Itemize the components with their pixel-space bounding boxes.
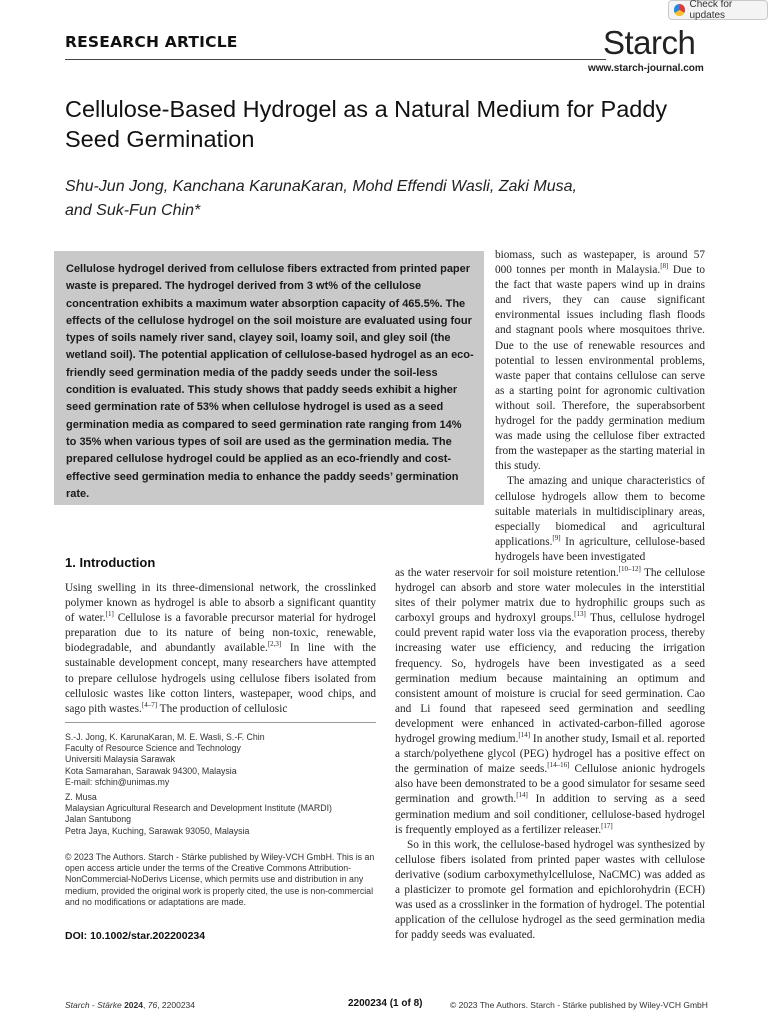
citation-ref[interactable]: [1] (105, 610, 114, 619)
citation-ref[interactable]: [14] (518, 731, 531, 740)
citation-ref[interactable]: [4–7] (141, 700, 158, 709)
citation-ref[interactable]: [9] (552, 534, 561, 543)
affiliation-1: S.-J. Jong, K. KarunaKaran, M. E. Wasli, S.-F. Chin Faculty of Resource Science and Technology Universiti Malaysia Sarawak Kota Samarahan, Sarawak 94300, Malaysia E-mail: sfchin@unimas.my (65, 732, 265, 787)
authors-line-2: and Suk-Fun Chin* (65, 202, 201, 219)
journal-logo: Starch (603, 24, 696, 61)
email-link[interactable]: E-mail: sfchin@unimas.my (65, 776, 170, 787)
journal-url[interactable]: www.starch-journal.com (588, 63, 704, 74)
check-for-updates-badge[interactable] (668, 0, 768, 20)
citation-ref[interactable]: [17] (601, 821, 613, 830)
doi-link[interactable]: DOI: 10.1002/star.202200234 (65, 930, 206, 942)
abstract-box (54, 251, 484, 505)
article-type-label: RESEARCH ARTICLE (65, 33, 238, 51)
intro-left-column (65, 581, 376, 717)
paragraph: So in this work, the cellulose-based hydrogel was synthesized by cellulose fibers isolated from printed paper wastes with cellulose derivative (sodium carboxymethylcellulose, NaCMC) was added as a plasticizer to promote gel formation and epichlorohydrin (ECH) was used as a crosslinker in the formation of hydrogel. The potential application of the cellulose hydrogel as the seed germination media for paddy seeds was evaluated. (395, 838, 705, 942)
paragraph: as the water reservoir for soil moisture retention.[10–12] The cellulose hydrogel can absorb and store water molecules in the interstitial sites of their polymer matrix due to hydrophilic groups such as carboxyl groups and hydroxyl groups.[13] Thus, cellulose hydrogel could prevent rapid water loss via the evaporation process, thereby increasing water use efficiency, and reducing the irrigation frequency. So, hydrogels have been investigated as a seed germination medium because maintaining an optimum and consistent amount of moisture is crucial for seed germination. Cao and Li found that rapeseed seed germination and seedling development were enhanced in activated-carbon-filled agorose hydrogel growing medium.[14] In another study, Ismail et al. reported a starch/polyethene glycol (PEG) hydrogel has a positive effect on the germination of maize seeds.[14–16] Cellulose anionic hydrogels also have been demonstrated to be a good simulator for sesame seed germination and growth.[14] In addition to serving as a seed germination medium and soil conditioner, cellulose-based hydrogel is frequently employed as a fertilizer releaser.[17] (395, 565, 706, 836)
license-notice: © 2023 The Authors. Starch - Stärke published by Wiley-VCH GmbH. This is an open access article under the terms of the Creative Commons Attribution-NonCommercial-NoDerivs License, which permits use and distribution in any medium, provided the original work is properly cited, the use is non-commercial and no modifications or adaptations are made. (65, 852, 375, 907)
check-updates-icon (674, 4, 685, 16)
paragraph: biomass, such as wastepaper, is around 57 000 tonnes per month in Malaysia.[8] Due to the fact that waste papers wind up in drains and rivers, they can cause significant environmental issues including flash floods and stagnant pools where mosquitoes thrive. Due to the use of renewable resources and potential to lessen environmental problems, waste paper that contains cellulose can serve as a starting point for agronomic cultivation without soil. Therefore, the superabsorbent hydrogel for the paddy germination medium was made using the cellulose fiber extracted from the wastepaper as the starting material in this study. (495, 249, 705, 473)
citation-ref[interactable]: [14] (516, 791, 528, 800)
intro-right-column-bottom (395, 566, 705, 943)
affiliations (65, 732, 376, 841)
affiliation-2: Z. Musa Malaysian Agricultural Research and Development Institute (MARDI) Jalan Santubong Petra Jaya, Kuching, Sarawak 93050, Malaysia (65, 792, 332, 836)
authors-line-1: Shu-Jun Jong, Kanchana KarunaKaran, Mohd Effendi Wasli, Zaki Musa, (65, 178, 577, 195)
abstract-text: Cellulose hydrogel derived from cellulose fibers extracted from printed paper waste is prepared. The hydrogel derived from 3 wt% of the cellulose concentration exhibits a maximum water absorption capacity of 465.5%. The effects of the cellulose hydrogel on the soil moisture are evaluated using four types of soils namely river sand, clayey soil, loamy soil, and gley soil (the wetland soil). The potential application of cellulose-based hydrogel as an eco-friendly seed germination media of the paddy seeds under the soil-less condition is evaluated. This study shows that paddy seeds exhibit a higher seed germination rate of 53% when cellulose hydrogel is used as a seed germination media as compared to seed germination rate ranging from 14% to 35% when various types of soil are used as the germination media. The prepared cellulose hydrogel could be applied as an eco-friendly and cost-effective seed germination media to enhance the paddy seeds’ germination rate. (66, 263, 474, 500)
footnote-divider (65, 722, 376, 723)
check-for-updates-label: Check for updates (689, 0, 733, 21)
citation-ref[interactable]: [14–16] (547, 761, 570, 770)
citation-ref[interactable]: [8] (660, 262, 669, 271)
page-number: 2200234 (1 of 8) (348, 998, 423, 1009)
paragraph: The amazing and unique characteristics of cellulose hydrogels allow them to become suitable materials in multidisciplinary areas, especially biomedical and agricultural applications.[9] In agriculture, cellulose-based hydrogels have been investigated (495, 475, 705, 563)
intro-right-column-top (495, 248, 705, 565)
citation-ref[interactable]: [10–12] (618, 565, 641, 574)
citation-ref[interactable]: [13] (574, 610, 586, 619)
citation-ref[interactable]: [2,3] (267, 640, 282, 649)
article-title: Cellulose-Based Hydrogel as a Natural Medium for Paddy Seed Germination (65, 96, 668, 152)
author-list (65, 175, 705, 223)
section-heading: 1. Introduction (65, 555, 156, 570)
paragraph: Using swelling in its three-dimensional network, the crosslinked polymer known as hydrogel is able to absorb a significant quantity of water.[1] Cellulose is a favorable precursor material for hydrogel preparation due to its nature of being non-toxic, renewable, biodegradable, and abundantly available.[2,3] In line with the sustainable development concept, many researchers have attempted to prepare cellulose hydrogels using cellulose fibers isolated from cellulosic wastes like cotton linters, wastepaper, wood chips, and sago pith wastes.[4–7] The production of cellulosic (65, 582, 376, 715)
header-divider (65, 59, 606, 60)
footer-copyright: © 2023 The Authors. Starch - Stärke published by Wiley-VCH GmbH (450, 1000, 708, 1010)
footer-citation: Starch - Stärke 2024, 76, 2200234 (65, 1000, 196, 1010)
